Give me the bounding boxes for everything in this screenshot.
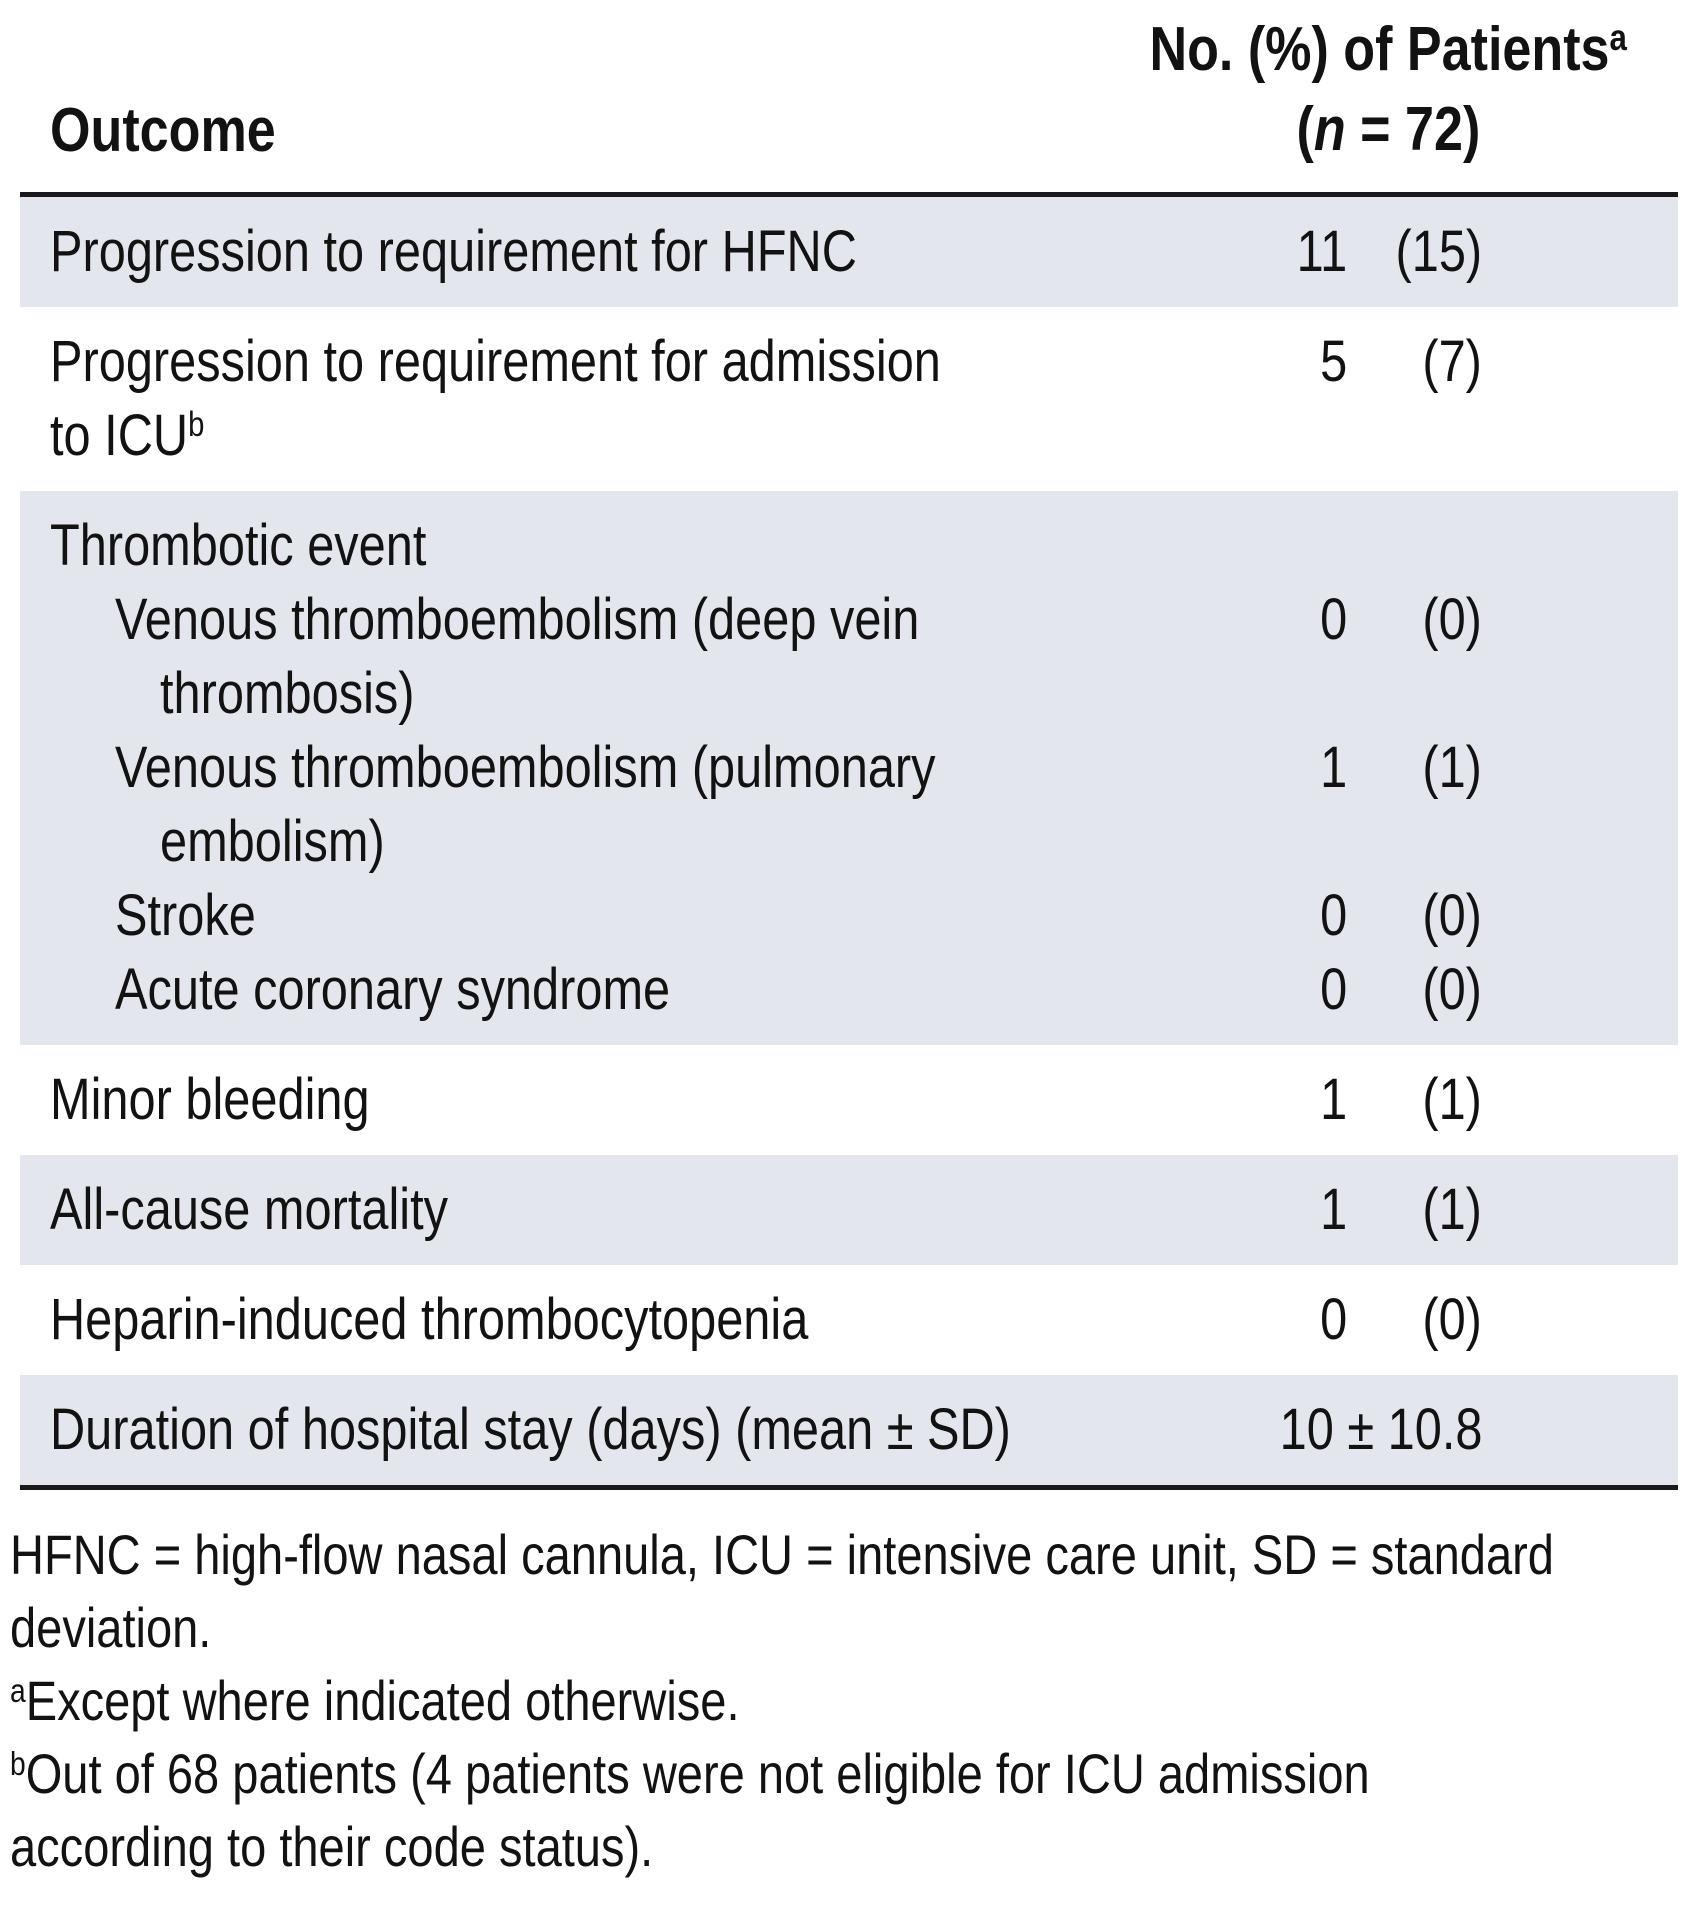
table-band-2 [20, 491, 1678, 1045]
value-percent-cell [1347, 953, 1482, 1027]
value-count-text: 1 [1319, 1177, 1347, 1242]
value-count-text: 0 [1319, 587, 1347, 652]
outcome-cell [20, 215, 1227, 289]
value-count-text: 5 [1319, 329, 1347, 394]
outcome-cell [20, 879, 1227, 953]
table-row-line [20, 1173, 1482, 1247]
value-percent-text: (1) [1422, 1067, 1482, 1132]
patients-header-line2: (n = 72) [1296, 95, 1480, 164]
value-count-cell [1227, 1173, 1347, 1247]
value-count-cell [1227, 1283, 1347, 1357]
table-band-3 [20, 1045, 1678, 1155]
footnote-text: deviation. [10, 1596, 212, 1659]
value-count-text: 0 [1319, 957, 1347, 1022]
value-count-text: 1 [1319, 1067, 1347, 1132]
outcome-cell-text: Heparin-induced thrombocytopenia [50, 1287, 809, 1352]
outcome-cell [20, 399, 1227, 473]
outcome-cell [20, 325, 1227, 399]
value-percent-cell [1347, 215, 1482, 289]
outcome-cell [20, 1283, 1227, 1357]
footnote-text: according to their code status). [10, 1815, 654, 1878]
outcome-cell [20, 731, 1227, 805]
outcomes-table [20, 0, 1678, 1490]
footnote-line-2 [10, 1664, 1678, 1737]
table-row-line [20, 805, 1482, 879]
value-count-text: 0 [1319, 1287, 1347, 1352]
footnote-line-1 [10, 1591, 1678, 1664]
outcome-cell [20, 657, 1227, 731]
value-combined-text: 10 ± 10.8 [1279, 1397, 1482, 1462]
outcome-cell-text: embolism) [160, 809, 385, 874]
table-footnotes [10, 1518, 1678, 1883]
footnote-line-3 [10, 1737, 1678, 1810]
table-row-line [20, 215, 1482, 289]
outcome-cell [20, 805, 1227, 879]
table-row-line [20, 325, 1482, 399]
table-body [20, 197, 1678, 1490]
outcome-cell-text: thrombosis) [160, 661, 415, 726]
value-count-cell [1227, 731, 1347, 805]
outcome-cell-text: Stroke [115, 883, 256, 948]
value-count-cell [1227, 325, 1347, 399]
footnote-marker-a: a [1609, 15, 1627, 58]
patients-column-header [1088, 10, 1688, 170]
table-row-line [20, 731, 1482, 805]
outcome-cell-text: Progression to requirement for HFNC [50, 219, 857, 284]
outcome-cell [20, 1393, 1227, 1467]
outcome-cell-text: Acute coronary syndrome [115, 957, 671, 1022]
outcome-cell-text: Venous thromboembolism (pulmonary [115, 735, 936, 800]
value-percent-text: (0) [1422, 1287, 1482, 1352]
table-row-line [20, 879, 1482, 953]
value-count-text: 0 [1319, 883, 1347, 948]
patients-header-line1: No. (%) of Patients$^a$ [1149, 15, 1627, 84]
table-row-line [20, 1063, 1482, 1137]
footnote-text: HFNC = high-flow nasal cannula, ICU = intensive care unit, SD = standard [10, 1523, 1554, 1586]
value-percent-cell [1347, 1173, 1482, 1247]
outcome-cell-text: Thrombotic event [50, 513, 427, 578]
table-band-1 [20, 307, 1678, 491]
value-count-text: 1 [1319, 735, 1347, 800]
table-band-5 [20, 1265, 1678, 1375]
footnote-text: $^a$Except where indicated otherwise. [10, 1669, 740, 1732]
value-percent-text: (0) [1422, 957, 1482, 1022]
value-count-cell [1227, 953, 1347, 1027]
outcome-cell-text: Minor bleeding [50, 1067, 370, 1132]
outcome-column-header [20, 92, 1088, 170]
table-row-line [20, 1393, 1482, 1467]
value-percent-cell [1347, 879, 1482, 953]
value-percent-cell [1347, 325, 1482, 399]
footnote-line-0 [10, 1518, 1678, 1591]
value-percent-cell [1347, 1283, 1482, 1357]
value-percent-text: (15) [1395, 219, 1482, 284]
value-percent-text: (0) [1422, 587, 1482, 652]
outcome-cell-text: All-cause mortality [50, 1177, 449, 1242]
table-header-row [20, 0, 1678, 197]
value-percent-cell [1347, 731, 1482, 805]
value-percent-text: (1) [1422, 1177, 1482, 1242]
outcome-cell-text: Venous thromboembolism (deep vein [115, 587, 920, 652]
footnote-marker-b: b [10, 1745, 26, 1783]
outcome-cell [20, 583, 1227, 657]
outcome-cell [20, 509, 1227, 583]
outcome-cell-text: Progression to requirement for admission [50, 329, 941, 394]
outcome-cell [20, 1173, 1227, 1247]
table-band-0 [20, 197, 1678, 307]
value-percent-cell [1347, 583, 1482, 657]
outcome-cell-text: to ICU$^b$ [50, 403, 205, 468]
value-combined-cell [1227, 1393, 1482, 1467]
table-band-4 [20, 1155, 1678, 1265]
outcome-header-label: Outcome [50, 96, 276, 165]
footnote-line-4 [10, 1810, 1678, 1883]
value-percent-text: (7) [1422, 329, 1482, 394]
value-percent-text: (0) [1422, 883, 1482, 948]
table-row-line [20, 583, 1482, 657]
outcome-cell-text: Duration of hospital stay (days) (mean ± SD) [50, 1397, 1011, 1462]
outcome-cell [20, 1063, 1227, 1137]
value-count-text: 11 [1296, 219, 1347, 284]
table-row-line [20, 1283, 1482, 1357]
outcome-cell [20, 953, 1227, 1027]
value-count-cell [1227, 583, 1347, 657]
footnote-marker-a: a [10, 1672, 26, 1710]
table-row-line [20, 509, 1482, 583]
footnote-marker-b: b [188, 404, 205, 444]
value-count-cell [1227, 879, 1347, 953]
value-count-cell [1227, 215, 1347, 289]
value-percent-cell [1347, 1063, 1482, 1137]
value-count-cell [1227, 1063, 1347, 1137]
n-italic: n [1313, 95, 1346, 164]
table-row-line [20, 657, 1482, 731]
table-row-line [20, 399, 1482, 473]
table-row-line [20, 953, 1482, 1027]
footnote-text: $^b$Out of 68 patients (4 patients were not eligible for ICU admission [10, 1742, 1370, 1805]
table-band-6 [20, 1375, 1678, 1485]
value-percent-text: (1) [1422, 735, 1482, 800]
